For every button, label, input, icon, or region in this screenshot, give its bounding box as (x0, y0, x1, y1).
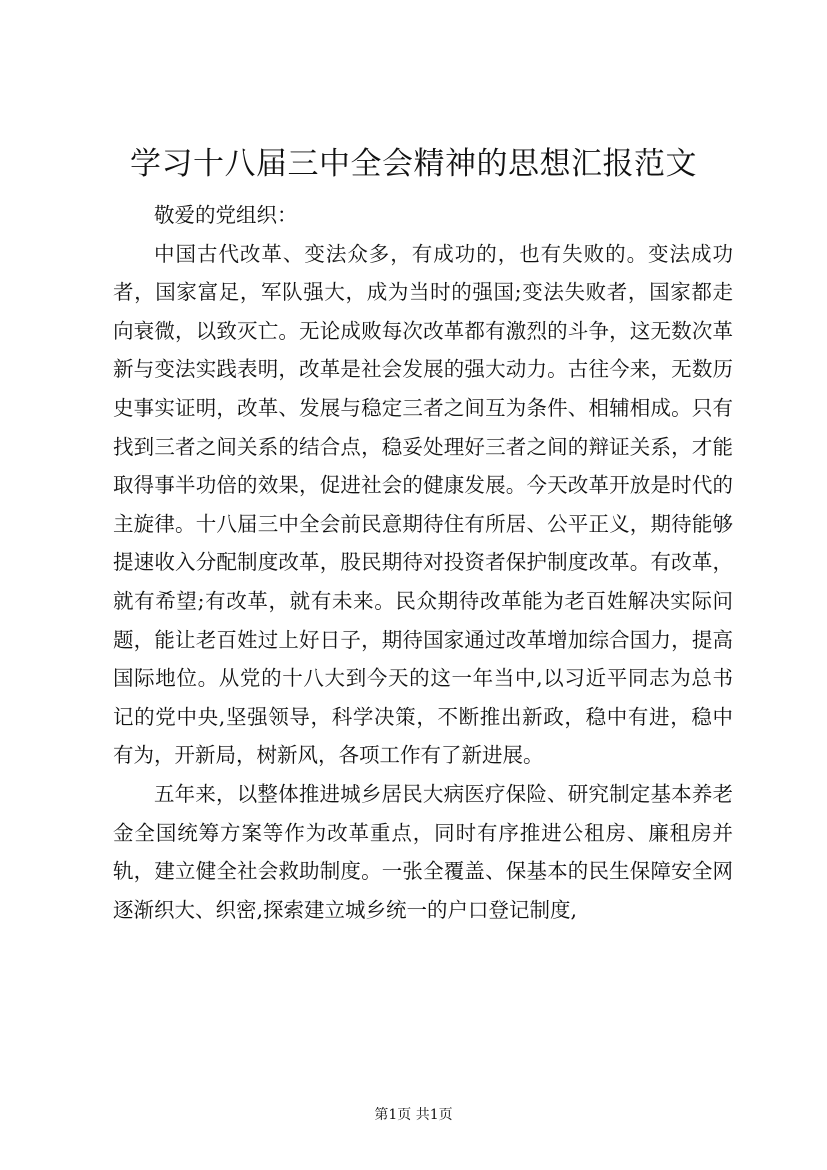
document-title: 学习十八届三中全会精神的思想汇报范文 (130, 146, 697, 182)
paragraph-1: 中国古代改革、变法众多，有成功的，也有失败的。变法成功者，国家富足，军队强大，成为当时的强国;变法失败者，国家都走向衰微，以致灭亡。无论成败每次改革都有激烈的斗争，这无数次革新与变法实践表明，改革是社会发展的强大动力。古往今来，无数历史事实证明，改革、发展与稳定三者之间互为条件、相辅相成。只有找到三者之间关系的结合点，稳妥处理好三者之间的辩证关系，才能取得事半功倍的效果，促进社会的健康发展。今天改革开放是时代的主旋律。十八届三中全会前民意期待住有所居、公平正义，期待能够提速收入分配制度改革，股民期待对投资者保护制度改革。有改革，就有希望;有改革，就有未来。民众期待改革能为老百姓解决实际问题，能让老百姓过上好日子，期待国家通过改革增加综合国力，提高国际地位。从党的十八大到今天的这一年当中,以习近平同志为总书记的党中央,坚强领导，科学决策，不断推出新政，稳中有进，稳中有为，开新局，树新风，各项工作有了新进展。 (113, 241, 733, 768)
salutation: 敬爱的党组织： (154, 203, 298, 227)
paragraph-2: 五年来，以整体推进城乡居民大病医疗保险、研究制定基本养老金全国统筹方案等作为改革重点，同时有序推进公租房、廉租房并轨，建立健全社会救助制度。一张全覆盖、保基本的民生保障安全网逐渐织大、织密,探索建立城乡统一的户口登记制度, (113, 781, 733, 922)
page-footer: 第1页 共1页 (374, 1107, 453, 1123)
document-body (113, 196, 733, 929)
